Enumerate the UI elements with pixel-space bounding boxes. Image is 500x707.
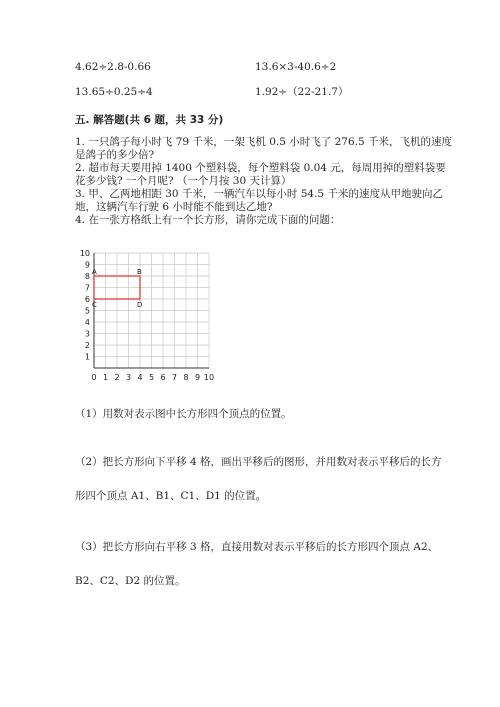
y-tick-label: 7 (84, 283, 90, 293)
problem-line: 地，这辆汽车行驶 6 小时能不能到达乙地? (75, 201, 273, 213)
y-tick-label: 5 (84, 306, 90, 316)
question-2-line-2: 形四个顶点 A1、B1、C1、D1 的位置。 (75, 490, 267, 502)
x-tick-label: 4 (137, 373, 143, 382)
x-tick-label: 0 (91, 373, 97, 382)
question-2-line-1: （2）把长方形向下平移 4 格，画出平移后的图形，并用数对表示平移后的长方 (75, 456, 442, 468)
x-tick-label: 5 (148, 373, 155, 382)
y-tick-label: 10 (80, 249, 90, 258)
y-tick-label: 3 (84, 329, 90, 339)
question-3-line-1: （3）把长方形向右平移 3 格，直接用数对表示平移后的长方形四个顶点 A2、 (75, 541, 439, 553)
x-tick-label: 10 (203, 373, 215, 382)
y-tick-label: 4 (84, 318, 90, 327)
x-tick-label: 8 (183, 373, 189, 382)
y-tick-label: 2 (84, 341, 90, 350)
y-tick-label: 6 (84, 295, 90, 304)
calc-item-3: 13.65÷0.25÷4 (75, 86, 153, 98)
x-tick-label: 6 (160, 373, 166, 382)
problem-line: 是鸽子的多少倍? (75, 149, 155, 161)
question-3-line-2: B2、C2、D2 的位置。 (75, 575, 186, 587)
coordinate-grid (80, 247, 240, 387)
x-tick-label: 3 (125, 373, 132, 382)
calc-item-4: 1.92÷（22-21.7） (255, 86, 349, 98)
calc-item-2: 13.6×3-40.6÷2 (255, 61, 337, 73)
y-tick-label: 9 (84, 260, 90, 270)
section-title: 五. 解答题(共 6 题，共 33 分) (75, 114, 224, 126)
vertex-label: A (92, 268, 97, 276)
y-tick-label: 8 (84, 272, 90, 281)
y-tick-label: 1 (84, 352, 90, 362)
problem-line: 4. 在一张方格纸上有一个长方形，请你完成下面的问题： (75, 214, 341, 226)
problem-line: 2. 超市每天要用掉 1400 个塑料袋，每个塑料袋 0.04 元，每周用掉的塑料袋要 (75, 162, 446, 174)
x-tick-label: 7 (171, 373, 178, 382)
calc-item-1: 4.62÷2.8-0.66 (75, 61, 151, 73)
vertex-label: C (92, 301, 97, 309)
problem-line: 3. 甲、乙两地相距 30 千米，一辆汽车以每小时 54.5 千米的速度从甲地驶向乙 (75, 188, 443, 200)
problem-line: 花多少钱? 一个月呢? （一个月按 30 天计算） (75, 175, 292, 187)
problem-line: 1. 一只鸽子每小时飞 79 千米，一架飞机 0.5 小时飞了 276.5 千米，飞机的速度 (75, 136, 452, 148)
vertex-label: D (137, 301, 143, 309)
x-tick-label: 2 (114, 373, 120, 382)
vertex-label: B (137, 268, 142, 276)
x-tick-label: 9 (194, 373, 201, 382)
x-tick-label: 1 (102, 373, 109, 382)
question-1: （1）用数对表示图中长方形四个顶点的位置。 (75, 408, 292, 420)
